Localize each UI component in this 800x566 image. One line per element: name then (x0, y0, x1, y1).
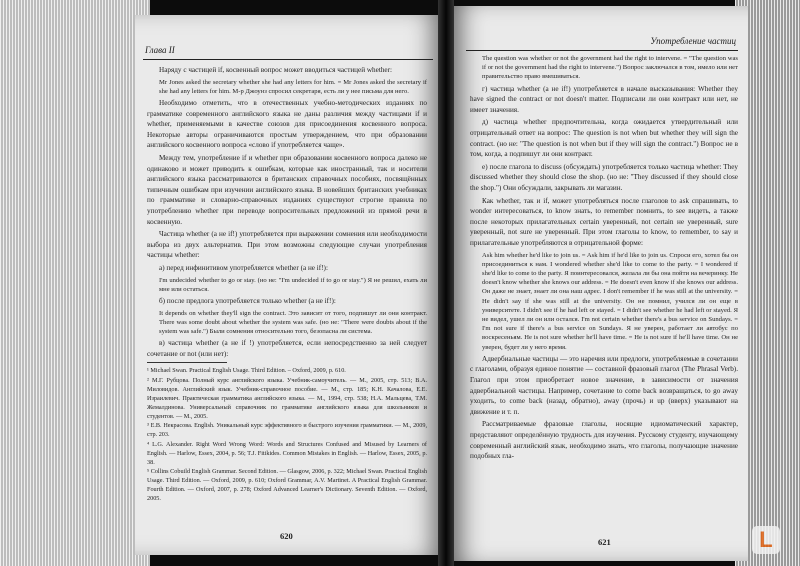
footnote-rule (147, 362, 227, 363)
book-gutter (438, 0, 454, 566)
paragraph: б) после предлога употребляется только whether (а не if!): (159, 296, 336, 305)
footnote: ⁴ L.G. Alexander. Right Word Wrong Word: Words and Structures Confused and Misused by Learners of English. — Harlow, Essex, 2004, p. 56; T.J. Fitikides. Common Mistakes in English. — Harlow, Essex, 2005, p. 38. (147, 440, 427, 466)
left-header-rule (143, 59, 433, 60)
example: Mr Jones asked the secretary whether she had any letters for him. = Mr Jones asked the secretary if she had any letters for him. М-р Джоунз спросил секретаря, есть ли у нее письма для него. (159, 78, 427, 95)
example: I'm undecided whether to go or stay. (но не: "I'm undecided if to go or stay.") Я не решил, ехать ли мне или остаться. (159, 276, 427, 293)
watermark-logo-icon: L (752, 526, 780, 554)
paragraph: д) частица whether предпочтительна, когда ожидается утвердительный или отрицательный ответ на вопрос: The question is not when but whether they will sign the contract. (но не: "The question is not when but if they will sign the contract.") Вопрос не в том, когда, а подпишут ли они контракт. (470, 118, 738, 159)
footnote: ² М.Г. Рубцова. Полный курс английского языка. Учебник-самоучитель. — М., 2005, стр. 513; В.А. Миловидов. Английский язык. Учебник-справочное пособие. — М., стр. 185; К.Н. Качалова, Е.Е. Израилевич. Практическая грамматика английского языка. — М., 1994, стр. 538; Н.А. Мальцева, Т.М. Жемалдинова. Универсальный справочник по грамматике английского языка для школьников и студентов. — М., 2005. (147, 376, 427, 420)
left-page-number: 620 (280, 531, 293, 541)
paragraph: е) после глагола to discuss (обсуждать) употребляется только частица whether: They discussed whether they should close the shop. (но не: "They discussed if they should close the shop.") Они обсуждали, закрывать ли магазин. (470, 162, 738, 192)
right-page-number: 621 (598, 537, 611, 547)
right-running-head: Употребление частиц (650, 36, 736, 46)
example: Ask him whether he'd like to join us. = Ask him if he'd like to join us. Спроси его, хотел бы он присоединиться к нам. I wondered whether she'd like to come to the party. = I wondered if she'd like to come to the party. Я поинтересовался, желала ли бы она пойти на вечеринку. He doesn't know whether she knows our address. = He doesn't even know if she knows our address. Он даже не знает, знает ли она наш адрес. I don't remember if he was still at the university. = He didn't say if she was still at the university. Он не помнил, учился ли он еще в университете. I didn't see if he had left or stayed. = I didn't see whether he had left or stayed. Я не видел, ушел ли он или остался. I'm not certain whether there's a bus service on Sundays. = I'm not sure if there's a bus service on Sundays. Я не уверен, работает ли автобус по воскресеньям. He is not sure whether he'll have time. = He is not sure if he'll have time. Он не уверен, будет ли у него время. (482, 251, 738, 351)
left-page (135, 15, 445, 555)
paragraph: Между тем, употребление if и whether при образовании косвенного вопроса далеко не одинаково и может приводить к ошибкам, которые как иностранный, так и носители английского языка рассматриваются в британских справочных пособиях, посвящённых типичным ошибкам при изучении английского языка. В новейших британских учебниках по грамматике и словарно-справочных изданиях существуют строгие правила по употреблению whether при переводе вопросительных предложений из прямой речи в косвенную. (147, 153, 427, 226)
right-header-rule (466, 50, 738, 51)
example: It depends on whether they'll sign the contract. Это зависит от того, подпишут ли они контракт. There was some doubt about whether the system was safe. (но не: "There were doubts about if the system was safe.") Были сомнения относительно того, безопасна ли система. (159, 309, 427, 335)
left-page-edges (0, 0, 150, 566)
left-text-column (147, 65, 427, 504)
left-running-head: Глава II (145, 45, 175, 55)
paragraph: в) частица whether (а не if !) употребляется, если непосредственно за ней следует сочетание or not (или нет): (147, 339, 427, 358)
paragraph: Частица whether (а не if!) употребляется при выражении сомнения или необходимости выбора из двух альтернатив. При этом возможны следующие случаи употребления частицы whether: (147, 230, 427, 260)
paragraph: Рассматриваемые фразовые глаголы, носящие идиоматический характер, представляют определённую трудность для изучения. Русскому студенту, изучающему современный английский язык, необходимо знать, что глаголы, получающие значение подобных гла- (470, 420, 738, 461)
paragraph: а) перед инфинитивом употребляется whether (а не if!): (159, 263, 328, 272)
right-text-column (470, 54, 738, 464)
right-page (448, 6, 748, 561)
paragraph: Как whether, так и if, может употребляться после глаголов to ask спрашивать, to wonder интересоваться, to know знать, to remember помнить, to see видеть, а также после некоторых прилагательных certain уверенный, not certain не уверенный, sure уверенный, not sure не уверенный. При этом глаголы to know, to remember, to say и прилагательные употребляются в отрицательной форме: (470, 196, 738, 247)
footnote: ¹ Michael Swan. Practical English Usage. Third Edition. – Oxford, 2009, p. 610. (147, 367, 346, 375)
paragraph: Адвербиальные частицы — это наречия или предлоги, употребляемые в сочетании с глаголами, образуя единое понятие — составной фразовый глагол (The Phrasal Verb). Глагол при этом приобретает новое значение, в зависимости от значения адвербиальной частицы. Например, сочетание to come back возвращаться, to go away уходить, to come back (назад, обратно), away (прочь) и up (вверх) указывают на движение и т. п. (470, 354, 738, 416)
paragraph: г) частица whether (а не if!) употребляется в начале высказывания: Whether they have signed the contract or not doesn't matter. Подписали ли они контракт или нет, не имеет значения. (470, 84, 738, 114)
paragraph: Необходимо отметить, что в отечественных учебно-методических изданиях по грамматике современного английского языка не даны различия между частицами if и whether, применяемыми в качестве союзов для присоединения косвенного вопроса. Некоторые авторы ограничиваются простым утверждением, что при образовании английского косвенного вопроса «слово if употребляется чаще». (147, 99, 427, 150)
example: The question was whether or not the government had the right to intervene. = "The question was if or not the government had the right to intervene.") Вопрос заключался в том, имело или нет правительство право вмешиваться. (482, 55, 738, 81)
paragraph: Наряду с частицей if, косвенный вопрос может вводиться частицей whether: (159, 66, 393, 74)
footnote: ⁵ Collins Cobuild English Grammar. Second Edition. — Glasgow, 2006, p. 322; Michael Swan. Practical English Usage. Third Edition. — Oxford, 2009, p. 610; Oxford Grammar, A.V. Martinet. A Practical English Grammar. Fourth Edition. — Oxford, 2007, p. 278; Oxford Advanced Learner's Dictionary. Seventh Edition. — Oxford, 2005. (147, 468, 427, 503)
footnote: ³ Е.В. Некрасова. English. Уникальный курс эффективного и быстрого изучения грамматики. — М., 2009, стр. 203. (147, 422, 427, 439)
